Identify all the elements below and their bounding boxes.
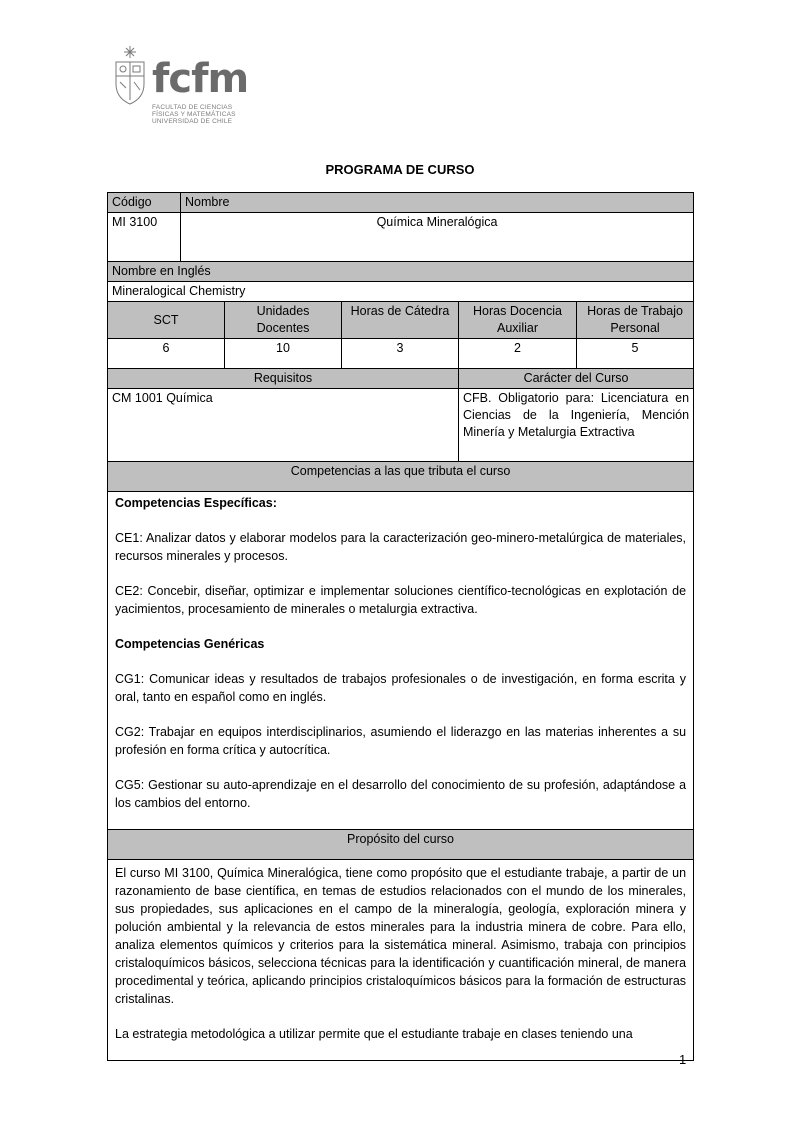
purpose-body-row bbox=[108, 860, 694, 1061]
english-name-label: Nombre en Inglés bbox=[108, 262, 694, 282]
competency-cg2: CG2: Trabajar en equipos interdisciplinarios, asumiendo el liderazgo en las materias inherentes a su profesión en forma crítica y autocrítica. bbox=[115, 725, 687, 757]
english-name-value-row bbox=[108, 282, 694, 302]
requirements-value-row bbox=[108, 389, 694, 462]
course-code: MI 3100 bbox=[108, 213, 181, 262]
lecture-hours-value: 3 bbox=[342, 339, 459, 369]
hours-header-row bbox=[108, 302, 694, 339]
english-name: Mineralogical Chemistry bbox=[108, 282, 694, 302]
purpose-label: Propósito del curso bbox=[108, 830, 694, 860]
specific-competencies-heading: Competencias Específicas: bbox=[115, 496, 277, 510]
generic-competencies-heading: Competencias Genéricas bbox=[115, 637, 265, 651]
page-number: 1 bbox=[679, 1052, 687, 1067]
name-label: Nombre bbox=[181, 193, 694, 213]
auxiliary-hours-label: Horas Docencia Auxiliar bbox=[459, 302, 577, 339]
requirements-label: Requisitos bbox=[108, 369, 459, 389]
requirements-value: CM 1001 Química bbox=[108, 389, 459, 462]
lecture-hours-label: Horas de Cátedra bbox=[342, 302, 459, 339]
code-label: Código bbox=[108, 193, 181, 213]
course-character-label: Carácter del Curso bbox=[459, 369, 694, 389]
code-name-header-row bbox=[108, 193, 694, 213]
hours-value-row bbox=[108, 339, 694, 369]
competencies-label: Competencias a las que tributa el curso bbox=[108, 462, 694, 492]
course-character-value: CFB. Obligatorio para: Licenciatura en Ciencias de la Ingeniería, Mención Minería y Metalurgia Extractiva bbox=[459, 389, 694, 462]
requirements-header-row bbox=[108, 369, 694, 389]
logo-subtitle: FACULTAD DE CIENCIAS FÍSICAS Y MATEMÁTICAS UNIVERSIDAD DE CHILE bbox=[152, 104, 236, 125]
university-logo bbox=[110, 44, 250, 134]
teaching-units-label: Unidades Docentes bbox=[225, 302, 342, 339]
personal-work-hours-label: Horas de Trabajo Personal bbox=[577, 302, 694, 339]
competency-cg1: CG1: Comunicar ideas y resultados de trabajos profesionales o de investigación, en forma escrita y oral, tanto en español como en inglés. bbox=[115, 672, 687, 704]
document-title: PROGRAMA DE CURSO bbox=[325, 162, 475, 177]
purpose-body bbox=[108, 860, 694, 1061]
university-seal-icon bbox=[110, 44, 150, 106]
course-name: Química Mineralógica bbox=[181, 213, 694, 262]
english-name-header-row bbox=[108, 262, 694, 282]
sct-label: SCT bbox=[108, 302, 225, 339]
teaching-units-value: 10 bbox=[225, 339, 342, 369]
purpose-paragraph-1: El curso MI 3100, Química Mineralógica, tiene como propósito que el estudiante trabaje, a partir de un razonamiento de base científica, en temas de estudios relacionados con el mundo de los minerales, sus propiedades, sus aplicaciones en el campo de la mineralogía, geología, exploración minera y polución ambiental y la relevancia de estos minerales para la industria minera de cobre. Para ello, analiza elementos químicos y criterios para la sistemática mineral. Asimismo, trabaja con principios cristaloquímicos básicos, selecciona técnicas para la identificación y cuantificación mineral, de manera procedimental y teórica, aplicando principios cristaloquímicos básicos para la formación de estructuras cristalinas. bbox=[115, 866, 687, 1006]
auxiliary-hours-value: 2 bbox=[459, 339, 577, 369]
personal-work-hours-value: 5 bbox=[577, 339, 694, 369]
competency-cg5: CG5: Gestionar su auto-aprendizaje en el desarrollo del conocimiento de su profesión, adaptándose a los cambios del entorno. bbox=[115, 778, 687, 810]
sct-value: 6 bbox=[108, 339, 225, 369]
purpose-paragraph-2: La estrategia metodológica a utilizar permite que el estudiante trabaje en clases teniendo una bbox=[115, 1027, 633, 1041]
competency-ce2: CE2: Concebir, diseñar, optimizar e implementar soluciones científico-tecnológicas en explotación de yacimientos, procesamiento de minerales o metalurgia extractiva. bbox=[115, 584, 687, 616]
purpose-header-row bbox=[108, 830, 694, 860]
competencies-header-row bbox=[108, 462, 694, 492]
code-name-value-row bbox=[108, 213, 694, 262]
course-program-table bbox=[107, 192, 694, 1061]
competencies-body-row bbox=[108, 492, 694, 830]
competencies-body bbox=[108, 492, 694, 830]
logo-wordmark: fcfm bbox=[152, 56, 249, 102]
competency-ce1: CE1: Analizar datos y elaborar modelos para la caracterización geo-minero-metalúrgica de materiales, recursos minerales y procesos. bbox=[115, 531, 687, 563]
